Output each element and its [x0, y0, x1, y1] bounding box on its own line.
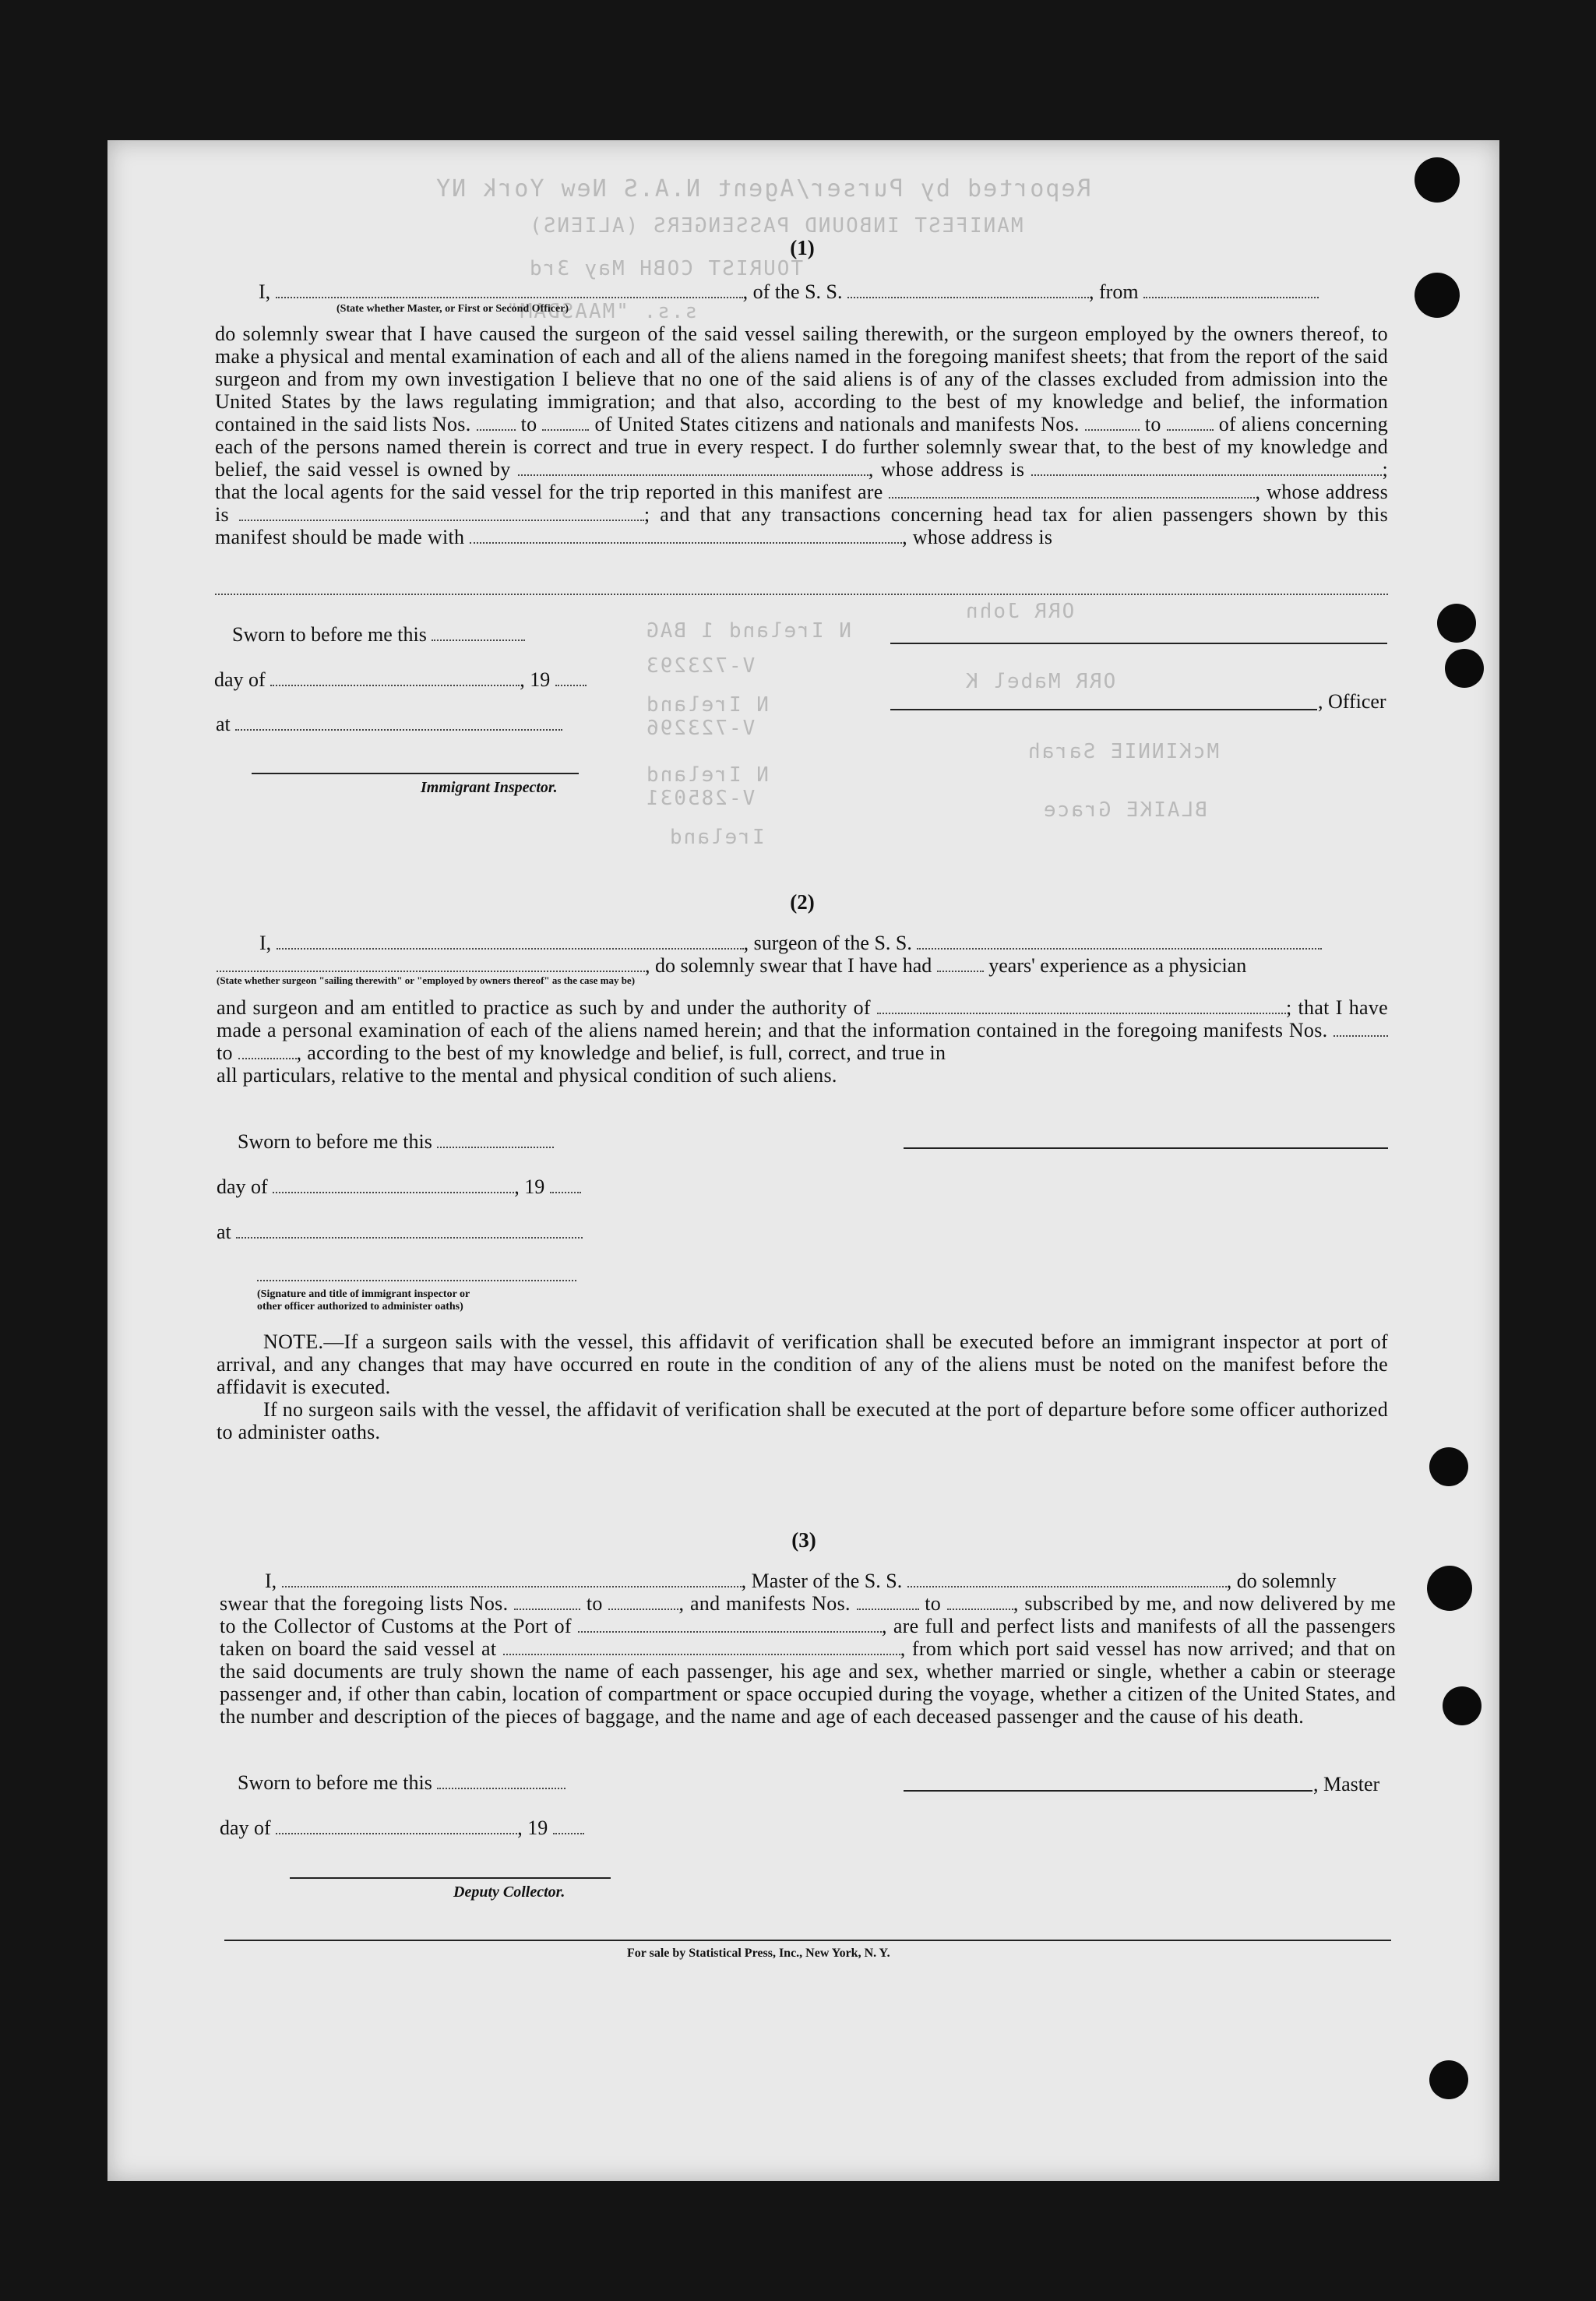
- punch-hole: [1415, 157, 1460, 203]
- bleed-through-text: MANIFEST INBOUND PASSENGERS (ALIENS): [528, 214, 1023, 238]
- label-to: to: [217, 1041, 233, 1064]
- head-tax-party-field[interactable]: [470, 541, 902, 544]
- sworn-date-field[interactable]: [437, 1146, 554, 1148]
- label-19: , 19: [514, 1175, 545, 1198]
- owner-field[interactable]: [518, 474, 868, 476]
- section-1-first-line: [259, 280, 1319, 304]
- local-agents-field[interactable]: [889, 496, 1255, 499]
- label-i: I,: [259, 932, 272, 954]
- boarding-port-field[interactable]: [503, 1653, 900, 1655]
- day-line-2: [217, 1175, 581, 1199]
- bleed-through-text: ORR John: [964, 600, 1075, 623]
- section-2-heading: (2): [790, 890, 815, 914]
- manifests-to-field[interactable]: [947, 1608, 1013, 1610]
- day-line-1: [214, 668, 587, 692]
- punch-hole: [1429, 1447, 1468, 1486]
- bleed-through-text: V-285031: [645, 787, 756, 810]
- label-sworn: Sworn to before me this: [238, 1771, 432, 1794]
- lists-from-field[interactable]: [514, 1608, 580, 1610]
- officer-signature-line[interactable]: [890, 643, 1387, 644]
- lists-to-field[interactable]: [542, 428, 589, 431]
- label-manifests-of: manifests of all the passengers taken on board the said vessel at: [220, 1615, 1396, 1660]
- from-port-field[interactable]: [1143, 296, 1319, 298]
- vessel-name-field[interactable]: [847, 296, 1089, 298]
- label-surgeon-of: , surgeon of the S. S.: [743, 932, 912, 954]
- label-of-aliens: of aliens concerning each of the persons named therein is correct and true in every respect. I do further solemnly swear that, to the best of my knowledge and belief, the said vessel is owned by: [215, 413, 1389, 481]
- label-subscribed: , subscribed by me, and now: [1013, 1592, 1255, 1615]
- bleed-through-text: N Ireland 1 BAG: [645, 619, 851, 643]
- oath-text: do solemnly swear that I have caused the surgeon of the said vessel sailing therewith, or the surgeon employed by the owners thereof, to make a physical and mental examination of each and all of the aliens named in the foregoing manifest sheets; that from the report of the said surgeon and from my own investigation I believe that no one of the said aliens is of any of the classes excluded from admission into the United States by the laws regulating immigration; and that also, according to the best of my knowledge and belief, the information contained in the said lists Nos.: [215, 322, 1388, 435]
- section-2-note: [217, 1330, 1388, 1443]
- punch-hole: [1427, 1566, 1472, 1611]
- at-line-2: [217, 1221, 583, 1244]
- label-day-of: day of: [217, 1175, 268, 1198]
- sworn-line-2: [238, 1130, 554, 1154]
- inspector-signature-line[interactable]: [257, 1280, 576, 1281]
- label-delivered: delivered by me to the Collector of Customs at the Port of: [220, 1592, 1396, 1637]
- address-continuation-line[interactable]: [215, 594, 1388, 595]
- years-experience-field[interactable]: [937, 970, 984, 972]
- signature-note-1: (Signature and title of immigrant inspector or: [257, 1288, 470, 1300]
- section-2-body: and surgeon and am entitled to practice as such by and under the authority of ; that I have made a personal examination of each of the aliens named herein; and that the information contained in the foregoing manifests Nos. to , according to the best of my knowledge and belief, is full, correct, and true in all particulars, relative to the mental and physical condition of such aliens.: [217, 996, 1388, 1087]
- label-i: I,: [259, 280, 271, 303]
- label-to: to: [520, 413, 537, 435]
- label-do-solemnly: , do solemnly: [1226, 1570, 1337, 1592]
- bleed-through-text: TOURIST COBH May 3rd: [528, 257, 804, 280]
- signature-note-2: other officer authorized to administer oaths): [257, 1301, 463, 1313]
- lists-to-field[interactable]: [608, 1608, 678, 1610]
- label-sworn: Sworn to before me this: [232, 623, 427, 646]
- label-to: to: [1144, 413, 1161, 435]
- bleed-through-text: s.s. "MAASDAM": [505, 300, 698, 323]
- label-do-solemnly: , do solemnly swear that I have had: [645, 954, 932, 977]
- manifests-from-field[interactable]: [857, 1608, 919, 1610]
- bleed-through-text: V-723293: [645, 654, 756, 678]
- deputy-collector-line[interactable]: [290, 1877, 611, 1879]
- manifests-from-field[interactable]: [1085, 428, 1140, 431]
- label-whose-address: , whose address is: [868, 458, 1025, 481]
- manifests-from-field[interactable]: [1334, 1034, 1388, 1037]
- punch-hole: [1429, 2060, 1468, 2099]
- master-vessel-field[interactable]: [907, 1585, 1227, 1587]
- authority-field[interactable]: [877, 1012, 1286, 1014]
- master-officer-note: (State whether Master, or First or Second Officer): [336, 303, 569, 315]
- bleed-through-text: ORR Mabel K: [964, 670, 1116, 693]
- surgeon-type-field[interactable]: [217, 970, 645, 972]
- day-line-3: [220, 1816, 584, 1840]
- day-month-field[interactable]: [273, 1191, 514, 1193]
- officer-label: , Officer: [1318, 690, 1386, 713]
- label-19: , 19: [520, 668, 551, 691]
- lists-from-field[interactable]: [477, 428, 516, 431]
- section-1-body: do solemnly swear that I have caused the surgeon of the said vessel sailing therewith, or the surgeon employed by the owners thereof, to make a physical and mental examination of each and all of the aliens named in the foregoing manifest sheets; that from the report of the said surgeon and from my own investigation I believe that no one of the said aliens is of any of the classes excluded from admission into the United States by the laws regulating immigration; and that also, according to the best of my knowledge and belief, the information contained in the said lists Nos. to of United States citizens and nationals and manifests Nos. to of aliens concerning each of the persons named therein is correct and true in every respect. I do further solemnly swear that, to the best of my knowledge and belief, the said vessel is owned by , whose address is ; that the local agents for the said vessel for the trip reported in this manifest are , whose address is ; and that any transactions concerning head tax for alien passengers shown by this manifest should be made with , whose address is: [215, 322, 1389, 548]
- personal-exam-text: that I have made a personal examination of each of the aliens named herein; and that the information contained in the: [217, 996, 1388, 1041]
- surgeon-name-field[interactable]: [277, 947, 744, 950]
- printer-footer: For sale by Statistical Press, Inc., New York, N. Y.: [627, 1947, 890, 1960]
- at-line-1: [216, 713, 562, 736]
- agents-address-field[interactable]: [239, 519, 644, 521]
- section-1-heading: (1): [790, 236, 815, 259]
- master-signature-line[interactable]: [904, 1790, 1312, 1792]
- label-years: years' experience as a physician: [988, 954, 1247, 977]
- label-day-of: day of: [220, 1816, 271, 1839]
- label-master-of: , Master of the S. S.: [741, 1570, 903, 1592]
- inspector-signature-line[interactable]: [252, 773, 579, 774]
- master-name-field[interactable]: [282, 1585, 742, 1587]
- year-field[interactable]: [550, 1191, 581, 1193]
- officer-line[interactable]: [890, 709, 1317, 710]
- port-field[interactable]: [578, 1630, 882, 1633]
- surgeon-signature-line[interactable]: [904, 1147, 1388, 1149]
- bleed-through-text: McKINNIE Sarah: [1027, 740, 1220, 763]
- deputy-collector-label: Deputy Collector.: [453, 1883, 565, 1901]
- label-day-of: day of: [214, 668, 266, 691]
- label-and-manifests: , and manifests Nos.: [678, 1592, 851, 1615]
- label-to: to: [925, 1592, 942, 1615]
- bleed-through-header: Reported by Purser/Agent N.A.S New York NY: [435, 175, 1091, 203]
- label-authority: and surgeon and am entitled to practice as such by and under the authority of: [217, 996, 871, 1019]
- label-from-which: , from which: [900, 1637, 1009, 1660]
- label-foregoing: foregoing manifests Nos.: [1116, 1019, 1328, 1041]
- bleed-through-text: V-723296: [645, 717, 756, 740]
- manifests-to-field[interactable]: [238, 1057, 297, 1059]
- section-3-heading: (3): [791, 1528, 816, 1552]
- note-text: —If a surgeon sails with the vessel, this affidavit of verification shall be executed before an immigrant inspector at port of arrival, and any changes that may have occurred en route in the condition of any of the aliens must be noted on the manifest before the affidavit is executed.: [217, 1330, 1388, 1398]
- section-3-body: [220, 1592, 1396, 1728]
- day-month-field[interactable]: [276, 1832, 517, 1834]
- section-2-first-line: [259, 932, 1322, 955]
- label-local-agents: that the local agents for the said vessel for the trip reported in this manifest are: [215, 481, 883, 503]
- label-at: at: [216, 713, 231, 735]
- year-field[interactable]: [553, 1832, 584, 1834]
- note-text-2: If no surgeon sails with the vessel, the affidavit of verification shall be executed at the port of departure before some officer authorized to administer oaths.: [217, 1398, 1388, 1443]
- at-place-field[interactable]: [235, 728, 562, 731]
- label-swear: swear that the foregoing lists Nos.: [220, 1592, 509, 1615]
- sworn-date-field[interactable]: [437, 1787, 565, 1789]
- sworn-line-3: [238, 1771, 565, 1795]
- punch-hole: [1415, 273, 1460, 318]
- day-month-field[interactable]: [270, 684, 520, 686]
- punch-hole: [1445, 649, 1484, 688]
- bleed-through-text: Ireland: [668, 826, 765, 849]
- sworn-date-field[interactable]: [432, 639, 525, 641]
- punch-hole: [1443, 1686, 1481, 1725]
- immigrant-inspector-label: Immigrant Inspector.: [421, 779, 558, 796]
- owner-address-field[interactable]: [1031, 474, 1382, 476]
- according-text: , according to the best of my knowledge and belief, is full, correct, and true in: [296, 1041, 946, 1064]
- label-whose-address-2: whose address is: [215, 481, 1388, 526]
- manifests-to-field[interactable]: [1167, 428, 1214, 431]
- bleed-through-text: BLAIKE Grace: [1042, 798, 1207, 822]
- label-us-citizens: of United States citizens and nationals and manifests Nos.: [594, 413, 1080, 435]
- footer-rule: [224, 1940, 1391, 1941]
- officer-name-field[interactable]: [276, 296, 743, 298]
- bleed-through-text: N Ireland: [645, 693, 769, 717]
- label-i: I,: [265, 1570, 277, 1592]
- at-place-field[interactable]: [236, 1236, 583, 1239]
- label-19: , 19: [517, 1816, 548, 1839]
- label-of-ss: , of the S. S.: [742, 280, 843, 303]
- label-head-tax: ; and that any transactions concerning head tax for alien passengers shown by this manifest should be made with: [215, 503, 1388, 548]
- label-full-perfect: , are full and perfect lists and: [881, 1615, 1131, 1637]
- note-label: NOTE.: [263, 1330, 324, 1353]
- sworn-line-1: [232, 623, 525, 647]
- label-from: , from: [1089, 280, 1139, 303]
- punch-hole: [1437, 604, 1476, 643]
- master-label: , Master: [1313, 1773, 1380, 1795]
- section-3-first-line: [265, 1570, 1337, 1593]
- bleed-through-text: N Ireland: [645, 763, 769, 787]
- surgeon-type-note: (State whether surgeon "sailing therewith" or "employed by owners thereof" as the case may be): [217, 974, 636, 986]
- label-at: at: [217, 1221, 231, 1243]
- surgeon-vessel-field[interactable]: [917, 947, 1322, 950]
- all-particulars-text: all particulars, relative to the mental and physical condition of such aliens.: [217, 1064, 837, 1087]
- label-to: to: [586, 1592, 603, 1615]
- label-sworn: Sworn to before me this: [238, 1130, 432, 1153]
- section-3-oath-text: port said vessel has now arrived; and that on the said documents are truly shown the name of each passenger, his age and sex, whether married or single, whether a cabin or steerage passenger and, if other than cabin, location of compartment or space occupied during the voyage, whether a citizen of the United States, and the number and description of the pieces of baggage, and the name and age of each deceased passenger and the cause of his death.: [220, 1637, 1396, 1728]
- label-whose-address-3: , whose address is: [902, 526, 1053, 548]
- year-field[interactable]: [555, 684, 587, 686]
